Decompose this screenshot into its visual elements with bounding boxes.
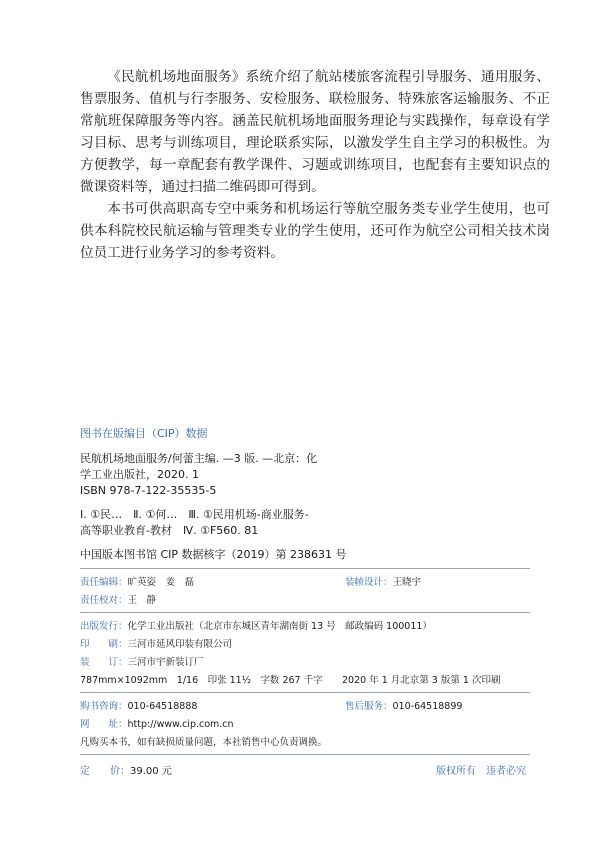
publisher-label: 出版发行：: [80, 621, 128, 632]
bind-value: 三河市宇新装订厂: [127, 657, 204, 668]
proof-value: 王 静: [127, 595, 157, 606]
design-row: [345, 574, 421, 588]
service-row: [345, 698, 462, 712]
cip-title: 图书在版编目（CIP）数据: [80, 427, 208, 440]
service-value: 010-64518899: [392, 701, 463, 712]
editor-label: 责任编辑：: [80, 577, 128, 588]
price-value: 39.00 元: [130, 766, 172, 777]
web-label: 网 址：: [80, 719, 128, 730]
rights-notice: 版权所有 违者必究: [436, 766, 526, 777]
buy-row: [80, 698, 197, 712]
proof-row: [80, 592, 156, 606]
publisher-row: [80, 618, 432, 632]
description-paragraph-1: 《民航机场地面服务》系统介绍了航站楼旅客流程引导服务、通用服务、售票服务、值机与行李服务、安检服务、联检服务、特殊旅客运输服务、不正常航班保障服务等内容。涵盖民航机场地面服务理论与实践操作，每章设有学习目标、思考与训练项目，理论联系实际，以激发学生自主学习的积极性。为方便教学，每一章配套有教学课件、习题或训练项目，也配套有主要知识点的微课资料等，通过扫描二维码即可得到。: [80, 69, 550, 195]
description-paragraph-2: 本书可供高职高专空中乘务和机场运行等航空服务类专业学生使用，也可供本科院校民航运输与管理类专业的学生使用，还可作为航空公司相关技术岗位员工进行业务学习的参考资料。: [80, 201, 550, 261]
service-label: 售后服务：: [345, 701, 393, 712]
design-value: 王晓宇: [392, 577, 422, 588]
price-label: 定 价：: [80, 766, 130, 777]
proof-label: 责任校对：: [80, 595, 128, 606]
cip-desc-line-1: 民航机场地面服务/何蕾主编. —3 版. —北京：化: [80, 452, 318, 465]
web-row: [80, 716, 234, 730]
spec-left: 787mm×1092mm 1/16 印张 11½ 字数 267 千字: [80, 675, 323, 686]
cip-block: [80, 425, 540, 563]
cip-class-line-2: 高等职业教育-教材 Ⅳ. ①F560. 81: [80, 524, 259, 537]
divider-bottom: [80, 754, 530, 755]
divider-lower: [80, 692, 530, 693]
print-label: 印 刷：: [80, 639, 128, 650]
divider-top: [80, 568, 530, 569]
buy-label: 购书咨询：: [80, 701, 128, 712]
book-description: [80, 66, 550, 264]
print-row: [80, 636, 232, 650]
bind-label: 装 订：: [80, 657, 128, 668]
cip-description: [80, 451, 380, 499]
cip-desc-line-2: 学工业出版社，2020. 1: [80, 468, 199, 481]
price-row: [80, 762, 172, 777]
cip-number: 中国版本图书馆 CIP 数据核字（2019）第 238631 号: [80, 548, 347, 561]
cip-class-line-1: Ⅰ. ①民… Ⅱ. ①何… Ⅲ. ①民用机场-商业服务-: [80, 508, 309, 521]
editor-row: [80, 574, 194, 588]
web-link[interactable]: http://www.cip.com.cn: [127, 719, 234, 730]
buy-value: 010-64518888: [127, 701, 198, 712]
publisher-value: 化学工业出版社（北京市东城区青年湖南街 13 号 邮政编码 100011）: [127, 621, 432, 632]
cip-classification: [80, 507, 380, 539]
divider-middle: [80, 612, 530, 613]
design-label: 装帧设计：: [345, 577, 393, 588]
editor-value: 旷英姿 姜 磊: [127, 577, 195, 588]
bind-row: [80, 654, 204, 668]
cip-isbn: ISBN 978-7-122-35535-5: [80, 484, 217, 497]
print-value: 三河市延风印装有限公司: [127, 639, 233, 650]
spec-right: 2020 年 1 月北京第 3 版第 1 次印刷: [342, 675, 501, 686]
quality-notice: 凡购买本书，如有缺损质量问题，本社销售中心负责调换。: [80, 737, 328, 748]
